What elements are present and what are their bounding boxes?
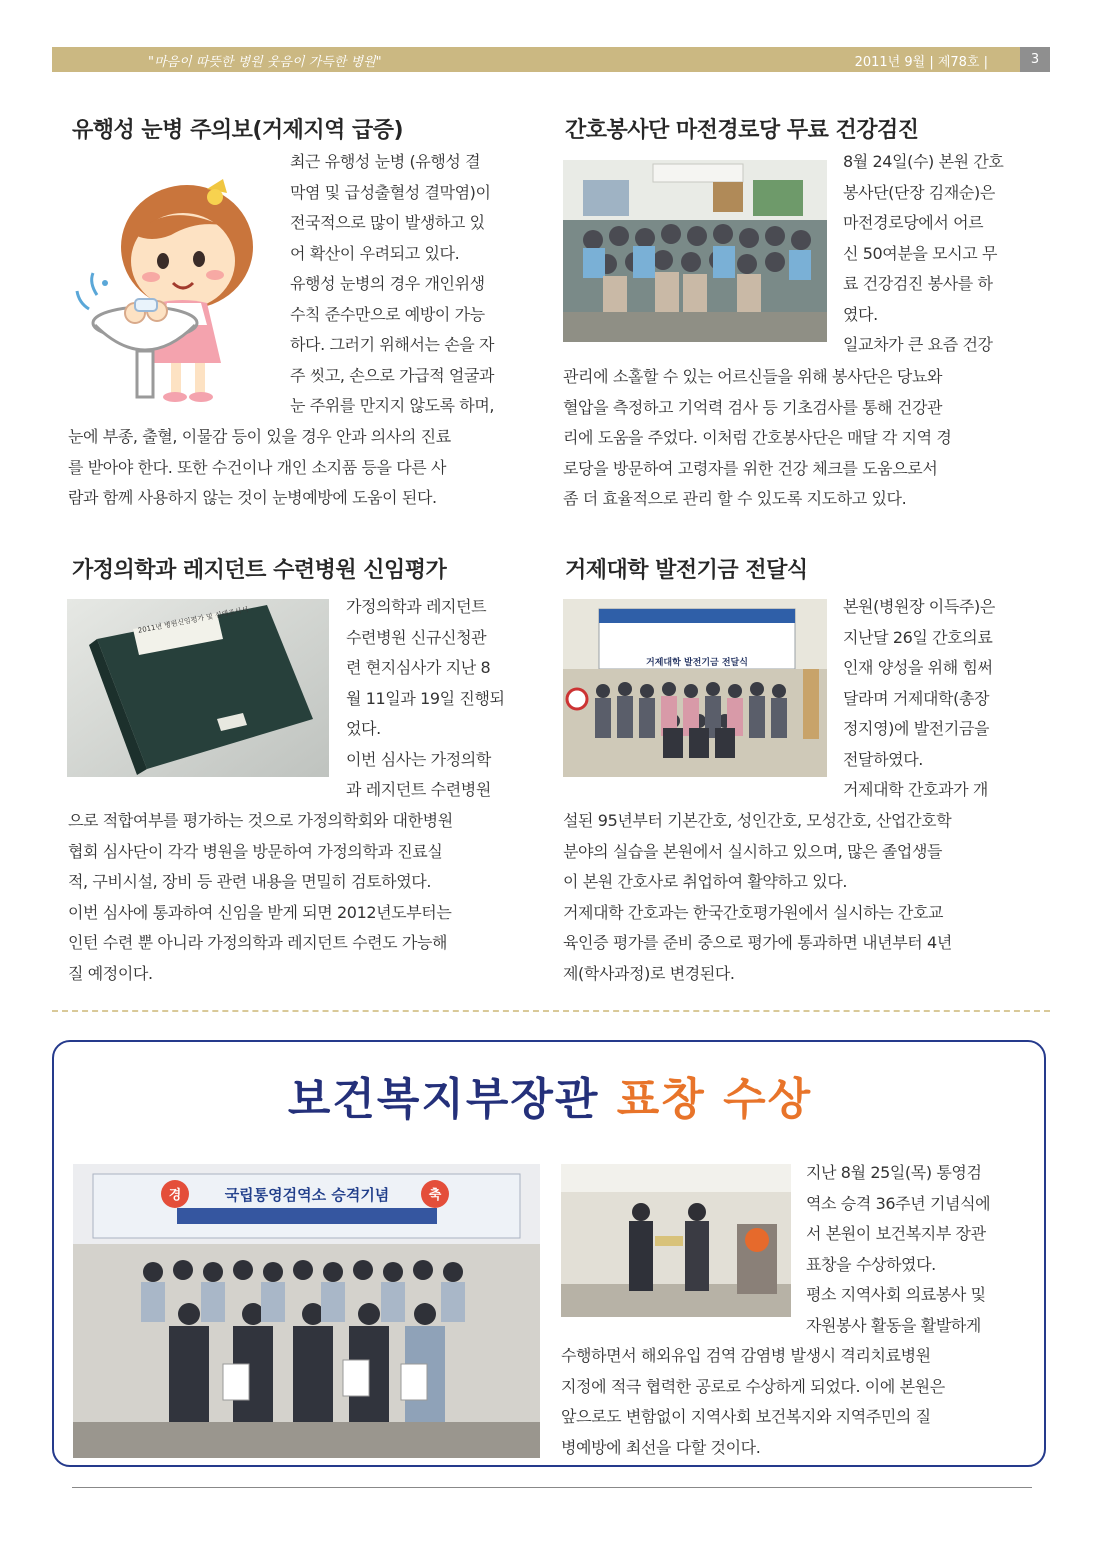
quarantine-anniversary-photo [73, 1164, 540, 1458]
quarantine-banner-text: 국립통영검역소 승격기념 [224, 1186, 390, 1204]
nursing-article-body: 관리에 소홀할 수 있는 어르신들을 위해 봉사단은 당뇨와 혈압을 측정하고 기억력 검사 등 기초검사를 통해 건강관 리에 도움을 주었다. 이처럼 간호봉사단은 매달 각 지역 경 로당을 방문하여 고령자를 위한 건강 체크를 도움으로서 좀 더 효율적으로 관리 할 수 있도록 지도하고 있다. [563, 367, 952, 508]
award-presentation-photo [561, 1164, 791, 1317]
bottom-rule [72, 1487, 1032, 1488]
hand-washing-illustration [75, 175, 275, 405]
family-article-body: 으로 적합여부를 평가하는 것으로 가정의학회와 대한병원 협회 심사단이 각각 병원을 방문하여 가정의학과 진료실 적, 구비시설, 장비 등 관련 내용을 면밀히 검토하였다. 이번 심사에 통과하여 신임을 받게 되면 2012년도부터는 인턴 수련 뿐 아니라 가정의학과 레지던트 수련도 가능해 질 예정이다. [68, 811, 453, 983]
eye-article-body: 눈에 부종, 출혈, 이물감 등이 있을 경우 안과 의사의 진료 를 받아야 한다. 또한 수건이나 개인 소지품 등을 다른 사 람과 함께 사용하지 않는 것이 눈병예방에 도움이 된다. [68, 427, 451, 507]
eye-article-title: 유행성 눈병 주의보(거제지역 급증) [72, 118, 404, 143]
nursing-article-intro: 8월 24일(수) 본원 간호 봉사단(단장 김재순)은 마전경로당에서 어르 신 50여분을 모시고 무 료 건강검진 봉사를 하 였다. 일교차가 큰 요즘 건강 [843, 152, 1004, 354]
section-divider [52, 1010, 1050, 1012]
page-header [52, 47, 1050, 72]
issue-info: 2011년 9월 | 제78호 | [854, 55, 988, 70]
college-article-body: 설된 95년부터 기본간호, 성인간호, 모성간호, 산업간호학 분야의 실습을 본원에서 실시하고 있으며, 많은 졸업생들 이 본원 간호사로 취업하여 활약하고 있다. 거제대학 간호과는 한국간호평가원에서 실시하는 간호교 육인증 평가를 준비 중으로 평가에 통과하면 내년부터 4년 제(학사과정)로 변경된다. [563, 811, 952, 983]
family-article-title: 가정의학과 레지던트 수련병원 신임평가 [72, 558, 447, 583]
nursing-group-photo [563, 160, 827, 342]
evaluation-binder-photo [67, 599, 329, 777]
award-title-navy: 보건복지부장관 [287, 1074, 600, 1125]
page-number: 3 [1020, 47, 1050, 72]
college-ceremony-photo [563, 599, 827, 777]
college-article-title: 거제대학 발전기금 전달식 [565, 558, 808, 583]
banner-left-char: 경 [168, 1188, 182, 1203]
award-title-orange: 표창 수상 [616, 1074, 813, 1125]
hospital-slogan: "마음이 따뜻한 병원 웃음이 가득한 병원" [148, 55, 382, 70]
banner-right-char: 축 [428, 1188, 442, 1203]
binder-label: 2011년 병원신임평가 및 실태조사서 [137, 605, 250, 635]
award-article-intro: 지난 8월 25일(목) 통영검 역소 승격 36주년 기념식에 서 본원이 보건복지부 장관 표창을 수상하였다. 평소 지역사회 의료봉사 및 자원봉사 활동을 활발하게 [806, 1163, 991, 1335]
college-article-intro: 본원(병원장 이득주)은 지난달 26일 간호의료 인재 양성을 위해 힘써 달라며 거제대학(총장 정지영)에 발전기금을 전달하였다. 거제대학 간호과가 개 [843, 597, 995, 799]
nursing-article-title: 간호봉사단 마전경로당 무료 건강검진 [565, 118, 919, 143]
award-article-body: 수행하면서 해외유입 검역 감염병 발생시 격리치료병원 지정에 적극 협력한 공로로 수상하게 되었다. 이에 본원은 앞으로도 변함없이 지역사회 보건복지와 지역주민의 질 병예방에 최선을 다할 것이다. [561, 1346, 945, 1457]
award-title [0, 1063, 1100, 1127]
family-article-intro: 가정의학과 레지던트 수련병원 신규신청관 련 현지심사가 지난 8 월 11일과 19일 진행되 었다. 이번 심사는 가정의학 과 레지던트 수련병원 [346, 597, 505, 799]
ceremony-banner-text: 거제대학 발전기금 전달식 [646, 658, 748, 668]
eye-article-intro: 최근 유행성 눈병 (유행성 결 막염 및 급성출혈성 결막염)이 전국적으로 많이 발생하고 있 어 확산이 우려되고 있다. 유행성 눈병의 경우 개인위생 수칙 준수만으로 예방이 가능 하다. 그러기 위해서는 손을 자 주 씻고, 손으로 가급적 얼굴과 눈 주위를 만지지 않도록 하며, [290, 152, 495, 415]
